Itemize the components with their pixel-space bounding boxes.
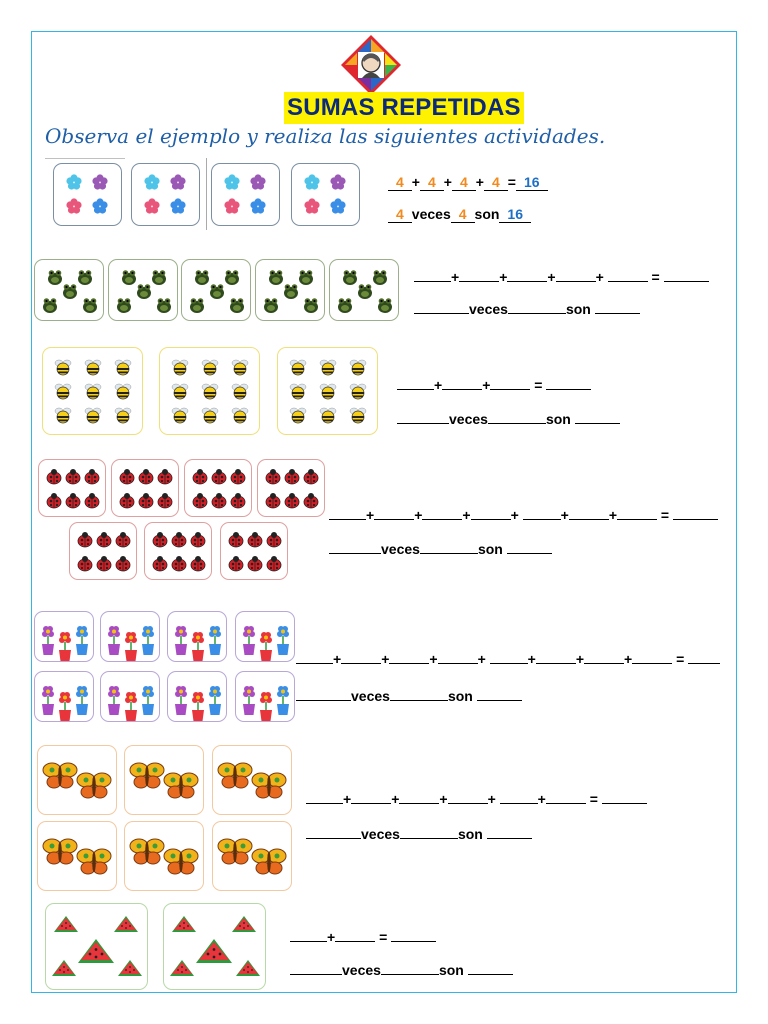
- ladybug-icon: [258, 460, 326, 518]
- flower-icon: [54, 164, 123, 227]
- flower-group: [291, 163, 360, 226]
- ladybug-icon: [39, 460, 107, 518]
- example-sum-line: 4 + 4 + 4 + 4 = 16: [388, 174, 548, 191]
- ladybug-group: [144, 522, 212, 580]
- divider: [206, 158, 207, 230]
- flower-group: [53, 163, 122, 226]
- butterfly-icon: [125, 822, 205, 892]
- flowerpot-icon: [168, 612, 228, 663]
- ladybug-icon: [70, 523, 138, 581]
- butterfly-icon: [38, 746, 118, 816]
- butterfly-icon: [38, 822, 118, 892]
- flowerpot-icon: [236, 612, 296, 663]
- ladybug-group: [220, 522, 288, 580]
- flower-group: [131, 163, 200, 226]
- flower-group: [211, 163, 280, 226]
- example-times-line: 4 veces 4 son 16: [388, 206, 531, 223]
- watermelon-group: [163, 903, 266, 990]
- frog-icon: [35, 260, 105, 322]
- logo-icon: [340, 34, 402, 96]
- ladybugs-times-line: veces son: [329, 541, 552, 557]
- butterfly-icon: [125, 746, 205, 816]
- flowerpot-icon: [236, 672, 296, 723]
- butterflies-sum-line: + + + + + =: [306, 791, 647, 807]
- bee-icon: [160, 348, 261, 436]
- watermelons-sum-line: + =: [290, 929, 436, 945]
- ladybug-icon: [145, 523, 213, 581]
- watermelons-times-line: veces son: [290, 962, 513, 978]
- flowerpot-group: [100, 611, 160, 662]
- flower-icon: [212, 164, 281, 227]
- flowerpots-sum-line: + + + + + + + =: [296, 651, 720, 667]
- bee-group: [277, 347, 378, 435]
- watermelon-icon: [46, 904, 149, 991]
- butterfly-group: [124, 745, 204, 815]
- flowerpot-icon: [101, 612, 161, 663]
- butterfly-icon: [213, 822, 293, 892]
- flowerpot-group: [235, 671, 295, 722]
- flowerpot-group: [100, 671, 160, 722]
- bee-icon: [278, 348, 379, 436]
- frog-icon: [256, 260, 326, 322]
- ladybug-icon: [112, 460, 180, 518]
- flowerpot-group: [235, 611, 295, 662]
- flowerpot-icon: [168, 672, 228, 723]
- butterfly-icon: [213, 746, 293, 816]
- ladybug-group: [69, 522, 137, 580]
- bees-sum-line: + + =: [397, 377, 591, 393]
- flowerpot-icon: [35, 612, 95, 663]
- flowerpot-group: [34, 671, 94, 722]
- flowerpot-icon: [101, 672, 161, 723]
- ladybug-group: [257, 459, 325, 517]
- frog-icon: [182, 260, 252, 322]
- frogs-times-line: veces son: [414, 301, 640, 317]
- butterfly-group: [212, 821, 292, 891]
- frogs-sum-line: + + + + =: [414, 269, 709, 285]
- watermelon-group: [45, 903, 148, 990]
- flowerpot-group: [167, 671, 227, 722]
- frog-group: [34, 259, 104, 321]
- flowerpot-icon: [35, 672, 95, 723]
- page-title: SUMAS REPETIDAS: [284, 92, 524, 124]
- instruction-rule: [45, 158, 125, 159]
- flowerpot-group: [167, 611, 227, 662]
- butterfly-group: [37, 745, 117, 815]
- ladybug-group: [38, 459, 106, 517]
- butterfly-group: [212, 745, 292, 815]
- bee-group: [42, 347, 143, 435]
- instruction-text: Observa el ejemplo y realiza las siguientes actividades.: [45, 124, 606, 148]
- flower-icon: [292, 164, 361, 227]
- frog-group: [108, 259, 178, 321]
- butterfly-group: [37, 821, 117, 891]
- frog-icon: [109, 260, 179, 322]
- frog-group: [255, 259, 325, 321]
- bee-group: [159, 347, 260, 435]
- watermelon-icon: [164, 904, 267, 991]
- flowerpot-group: [34, 611, 94, 662]
- ladybug-icon: [221, 523, 289, 581]
- frog-group: [329, 259, 399, 321]
- butterflies-times-line: veces son: [306, 826, 532, 842]
- flower-icon: [132, 164, 201, 227]
- ladybug-group: [111, 459, 179, 517]
- bee-icon: [43, 348, 144, 436]
- ladybug-icon: [185, 460, 253, 518]
- frog-icon: [330, 260, 400, 322]
- ladybug-group: [184, 459, 252, 517]
- butterfly-group: [124, 821, 204, 891]
- frog-group: [181, 259, 251, 321]
- bees-times-line: veces son: [397, 411, 620, 427]
- ladybugs-sum-line: + + + + + + =: [329, 507, 718, 523]
- flowerpots-times-line: veces son: [296, 688, 522, 704]
